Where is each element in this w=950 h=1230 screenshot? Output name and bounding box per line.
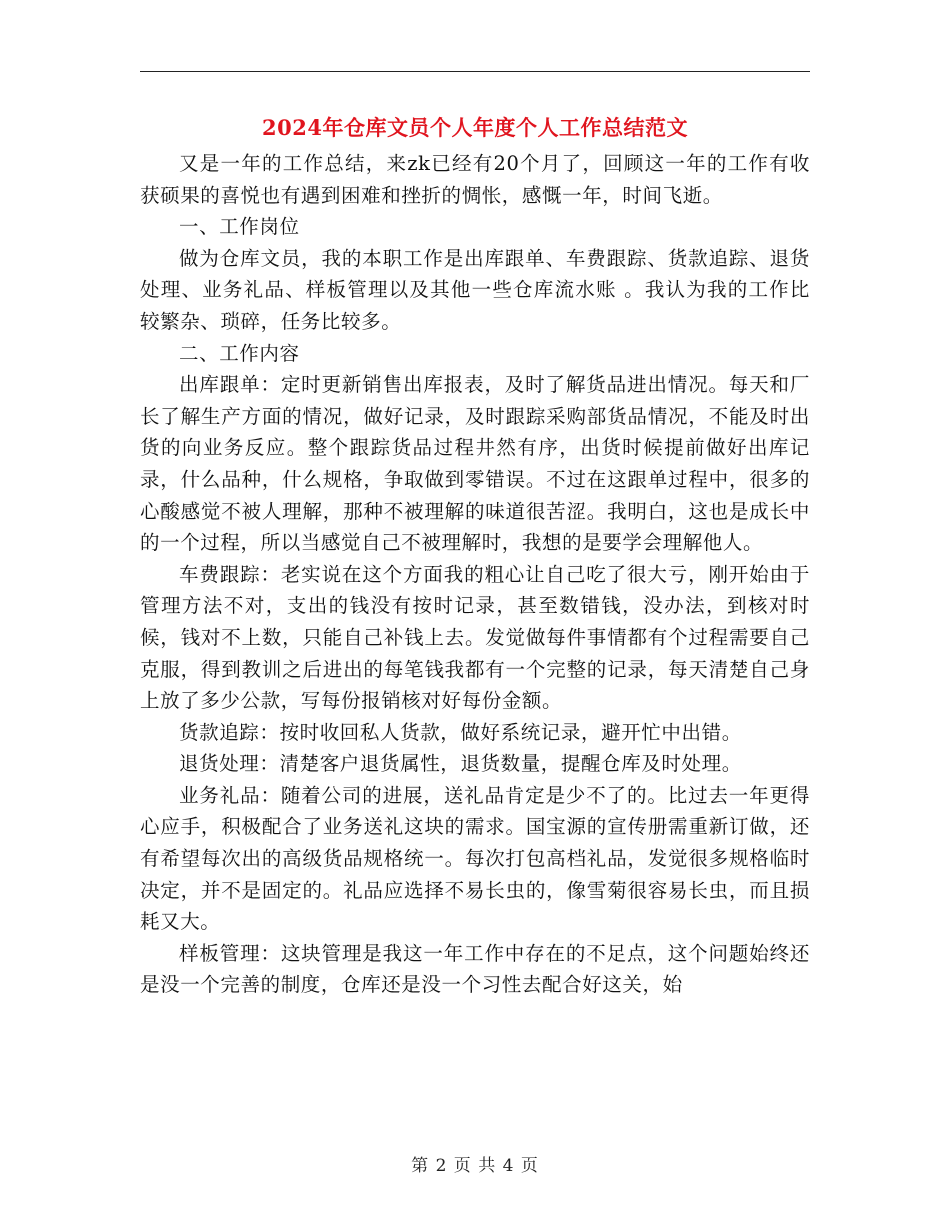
paragraph-payment-tracking: 货款追踪：按时收回私人货款，做好系统记录，避开忙中出错。 <box>179 720 742 744</box>
section-heading-job-content: 二、工作内容 <box>179 341 300 365</box>
paragraph-intro: 又是一年的工作总结，来zk已经有20个月了，回顾这一年的工作有收获硕果的喜悦也有遇到困难和挫折的惆怅，感慨一年，时间飞逝。 <box>140 152 810 207</box>
paragraph-sample-management: 样板管理：这块管理是我这一年工作中存在的不足点，这个问题始终还是没一个完善的制度，仓库还是没一个习性去配合好这关，始 <box>140 941 810 997</box>
paragraph-returns: 退货处理：清楚客户退货属性，退货数量，提醒仓库及时处理。 <box>179 752 742 776</box>
section-heading-job-position: 一、工作岗位 <box>179 215 300 239</box>
paragraph-business-gifts: 业务礼品：随着公司的进展，送礼品肯定是少不了的。比过去一年更得心应手，积极配合了业务送礼这块的需求。国宝源的宣传册需重新订做，还有希望每次出的高级货品规格统一。每次打包高档礼品，发觉很多规格临时决定，并不是固定的。礼品应选择不易长虫的，像雪菊很容易长虫，而且损耗又大。 <box>140 783 810 934</box>
document-body <box>140 148 810 1001</box>
header-rule <box>140 71 810 72</box>
document-title: 2024年仓库文员个人年度个人工作总结范文 <box>262 115 688 140</box>
paragraph-job-position: 做为仓库文员，我的本职工作是出库跟单、车费跟踪、货款追踪、退货处理、业务礼品、样板管理以及其他一些仓库流水账 。我认为我的工作比较繁杂、琐碎，任务比较多。 <box>140 246 810 333</box>
paragraph-outbound-tracking: 出库跟单：定时更新销售出库报表，及时了解货品进出情况。每天和厂长了解生产方面的情况，做好记录，及时跟踪采购部货品情况，不能及时出货的向业务反应。整个跟踪货品过程井然有序，出货时候提前做好出库记录，什么品种，什么规格，争取做到零错误。不过在这跟单过程中，很多的心酸感觉不被人理解，那种不被理解的味道很苦涩。我明白，这也是成长中的一个过程，所以当感觉自己不被理解时，我想的是要学会理解他人。 <box>140 373 810 555</box>
paragraph-freight-tracking: 车费跟踪：老实说在这个方面我的粗心让自己吃了很大亏，刚开始由于管理方法不对，支出的钱没有按时记录，甚至数错钱，没办法，到核对时候，钱对不上数，只能自己补钱上去。发觉做每件事情都有个过程需要自己克服，得到教训之后进出的每笔钱我都有一个完整的记录，每天清楚自己身上放了多少公款，写每份报销核对好每份金额。 <box>140 562 810 713</box>
page-number: 第 2 页 共 4 页 <box>411 1156 539 1176</box>
